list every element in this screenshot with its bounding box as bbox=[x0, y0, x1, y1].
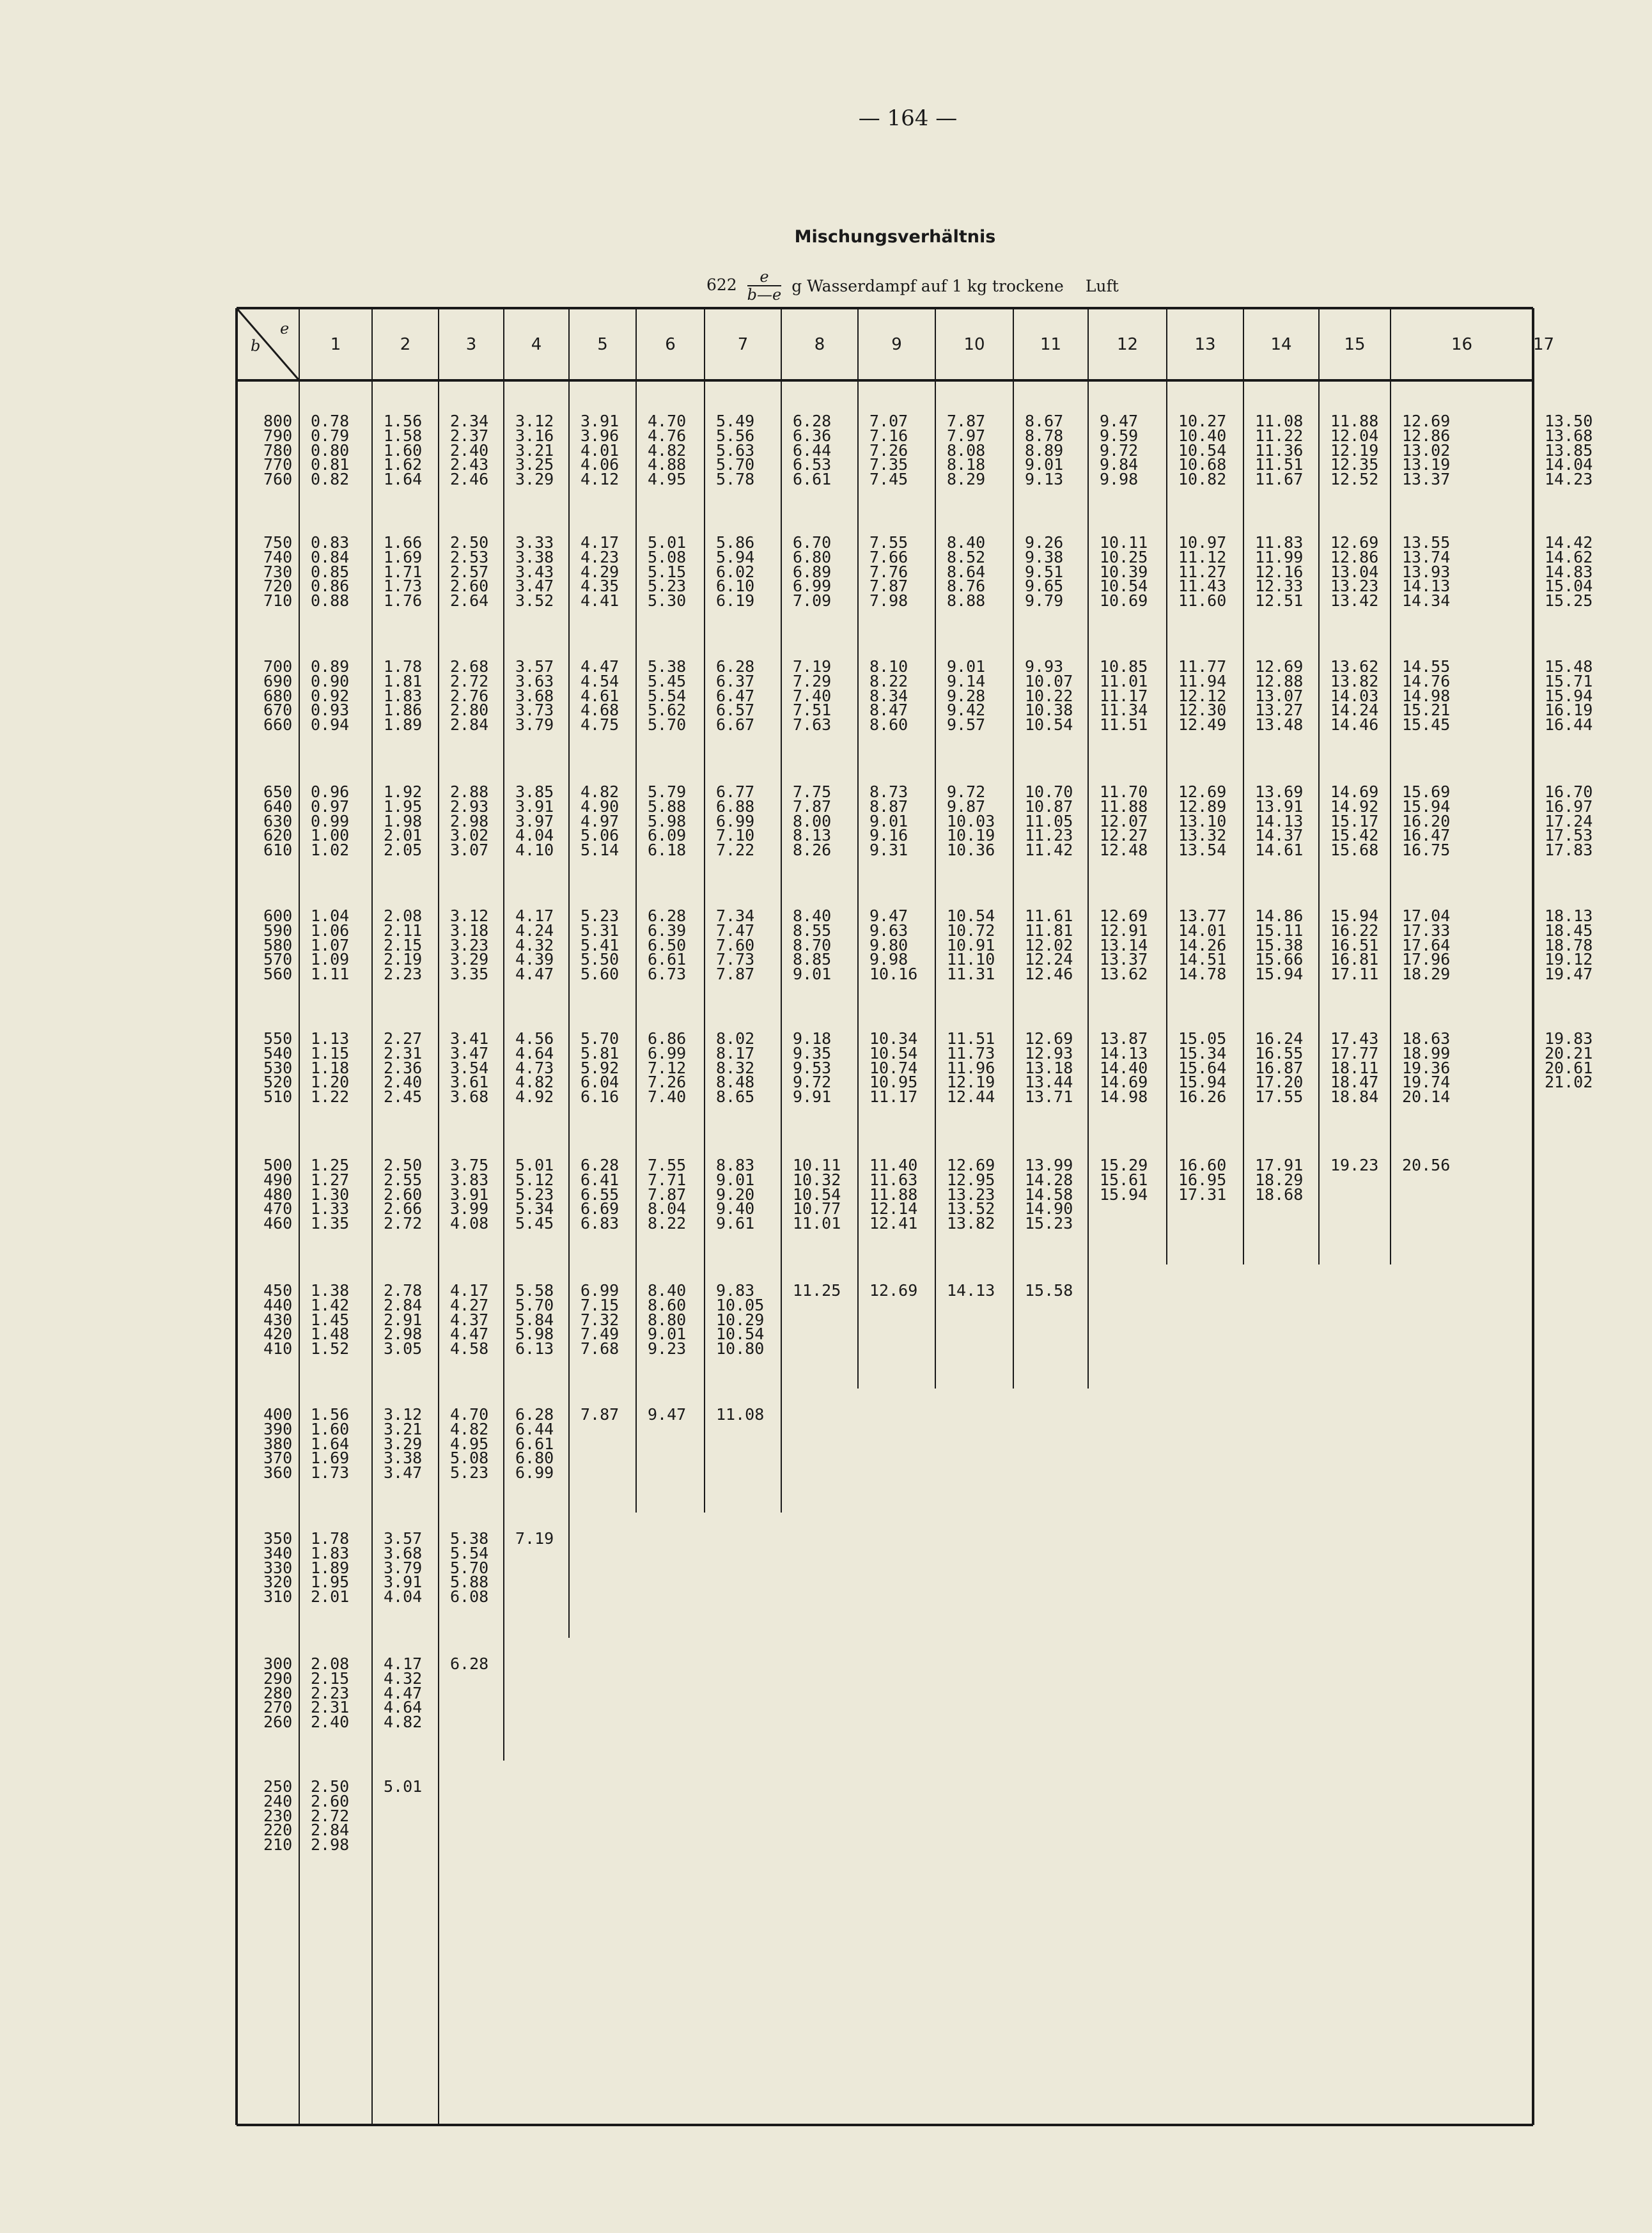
value-cell: 5.38 5.54 5.70 5.88 6.08 bbox=[450, 1529, 489, 1607]
value-cell: 3.57 3.63 3.68 3.73 3.79 bbox=[515, 657, 554, 735]
value-cell: 16.24 16.55 16.87 17.20 17.55 bbox=[1255, 1029, 1304, 1107]
value-cell: 15.94 16.22 16.51 16.81 17.11 bbox=[1330, 906, 1379, 984]
value-cell: 3.57 3.68 3.79 3.91 4.04 bbox=[384, 1529, 423, 1607]
value-cell: 10.34 10.54 10.74 10.95 11.17 bbox=[869, 1029, 918, 1107]
value-cell: 3.75 3.83 3.91 3.99 4.08 bbox=[450, 1156, 489, 1233]
column-header: 4 bbox=[531, 335, 542, 354]
b-values: 450 440 430 420 410 bbox=[263, 1281, 293, 1358]
value-cell: 13.87 14.13 14.40 14.69 14.98 bbox=[1100, 1029, 1148, 1107]
value-cell: 6.28 6.39 6.50 6.61 6.73 bbox=[648, 906, 687, 984]
value-cell: 9.26 9.38 9.51 9.65 9.79 bbox=[1025, 533, 1064, 611]
value-cell: 9.47 bbox=[648, 1405, 687, 1424]
value-cell: 9.83 10.05 10.29 10.54 10.80 bbox=[716, 1281, 765, 1358]
value-cell: 6.28 6.44 6.61 6.80 6.99 bbox=[515, 1405, 554, 1482]
value-cell: 1.78 1.81 1.83 1.86 1.89 bbox=[384, 657, 423, 735]
formula-factor: 622 bbox=[706, 275, 737, 294]
value-cell: 11.40 11.63 11.88 12.14 12.41 bbox=[869, 1156, 918, 1233]
value-cell: 3.91 3.96 4.01 4.06 4.12 bbox=[581, 412, 620, 489]
b-values: 800 790 780 770 760 bbox=[263, 412, 293, 489]
value-cell: 12.69 12.95 13.23 13.52 13.82 bbox=[947, 1156, 995, 1233]
value-cell: 18.13 18.45 18.78 19.12 19.47 bbox=[1545, 906, 1593, 984]
value-cell: 4.17 4.32 4.47 4.64 4.82 bbox=[384, 1654, 423, 1732]
value-cell: 7.75 7.87 8.00 8.13 8.26 bbox=[793, 782, 832, 860]
value-cell: 13.77 14.01 14.26 14.51 14.78 bbox=[1178, 906, 1227, 984]
value-cell: 10.85 11.01 11.17 11.34 11.51 bbox=[1100, 657, 1148, 735]
value-cell: 5.23 5.31 5.41 5.50 5.60 bbox=[581, 906, 620, 984]
value-cell: 10.11 10.25 10.39 10.54 10.69 bbox=[1100, 533, 1148, 611]
value-cell: 5.70 5.81 5.92 6.04 6.16 bbox=[581, 1029, 620, 1107]
value-cell: 13.69 13.91 14.13 14.37 14.61 bbox=[1255, 782, 1304, 860]
value-cell: 0.78 0.79 0.80 0.81 0.82 bbox=[311, 412, 350, 489]
formula-numerator: e bbox=[747, 268, 782, 286]
value-cell: 7.87 bbox=[581, 1405, 620, 1424]
value-cell: 9.01 9.14 9.28 9.42 9.57 bbox=[947, 657, 986, 735]
value-cell: 2.08 2.11 2.15 2.19 2.23 bbox=[384, 906, 423, 984]
value-cell: 12.69 12.91 13.14 13.37 13.62 bbox=[1100, 906, 1148, 984]
value-cell: 2.27 2.31 2.36 2.40 2.45 bbox=[384, 1029, 423, 1107]
value-cell: 6.28 6.37 6.47 6.57 6.67 bbox=[716, 657, 755, 735]
value-cell: 13.50 13.68 13.85 14.04 14.23 bbox=[1545, 412, 1593, 489]
column-header: 1 bbox=[330, 335, 341, 354]
value-cell: 16.70 16.97 17.24 17.53 17.83 bbox=[1545, 782, 1593, 860]
value-cell: 5.01 5.12 5.23 5.34 5.45 bbox=[515, 1156, 554, 1233]
value-cell: 0.83 0.84 0.85 0.86 0.88 bbox=[311, 533, 350, 611]
column-header: 5 bbox=[597, 335, 608, 354]
column-header: 17 bbox=[1533, 335, 1555, 354]
value-cell: 16.60 16.95 17.31 bbox=[1178, 1156, 1227, 1204]
column-header: 9 bbox=[891, 335, 902, 354]
value-cell: 8.40 8.52 8.64 8.76 8.88 bbox=[947, 533, 986, 611]
value-cell: 13.99 14.28 14.58 14.90 15.23 bbox=[1025, 1156, 1073, 1233]
value-cell: 9.72 9.87 10.03 10.19 10.36 bbox=[947, 782, 995, 860]
b-values: 400 390 380 370 360 bbox=[263, 1405, 293, 1482]
b-values: 750 740 730 720 710 bbox=[263, 533, 293, 611]
value-cell: 14.13 bbox=[947, 1281, 995, 1300]
value-cell: 4.56 4.64 4.73 4.82 4.92 bbox=[515, 1029, 554, 1107]
value-cell: 8.73 8.87 9.01 9.16 9.31 bbox=[869, 782, 908, 860]
value-cell: 4.17 4.23 4.29 4.35 4.41 bbox=[581, 533, 620, 611]
value-cell: 12.69 12.88 13.07 13.27 13.48 bbox=[1255, 657, 1304, 735]
value-cell: 5.58 5.70 5.84 5.98 6.13 bbox=[515, 1281, 554, 1358]
value-cell: 5.38 5.45 5.54 5.62 5.70 bbox=[648, 657, 687, 735]
value-cell: 3.33 3.38 3.43 3.47 3.52 bbox=[515, 533, 554, 611]
value-cell: 14.55 14.76 14.98 15.21 15.45 bbox=[1402, 657, 1451, 735]
value-cell: 3.12 3.16 3.21 3.25 3.29 bbox=[515, 412, 554, 489]
value-cell: 3.85 3.91 3.97 4.04 4.10 bbox=[515, 782, 554, 860]
value-cell: 4.82 4.90 4.97 5.06 5.14 bbox=[581, 782, 620, 860]
value-cell: 10.27 10.40 10.54 10.68 10.82 bbox=[1178, 412, 1227, 489]
value-cell: 2.34 2.37 2.40 2.43 2.46 bbox=[450, 412, 489, 489]
value-cell: 11.61 11.81 12.02 12.24 12.46 bbox=[1025, 906, 1073, 984]
value-cell: 14.69 14.92 15.17 15.42 15.68 bbox=[1330, 782, 1379, 860]
formula-unit-end: Luft bbox=[1085, 276, 1119, 295]
column-header: 14 bbox=[1270, 335, 1292, 354]
value-cell: 0.89 0.90 0.92 0.93 0.94 bbox=[311, 657, 350, 735]
column-header: 2 bbox=[400, 335, 411, 354]
value-cell: 13.62 13.82 14.03 14.24 14.46 bbox=[1330, 657, 1379, 735]
value-cell: 7.55 7.71 7.87 8.04 8.22 bbox=[648, 1156, 687, 1233]
value-cell: 8.67 8.78 8.89 9.01 9.13 bbox=[1025, 412, 1064, 489]
value-cell: 1.38 1.42 1.45 1.48 1.52 bbox=[311, 1281, 350, 1358]
value-cell: 6.77 6.88 6.99 7.10 7.22 bbox=[716, 782, 755, 860]
value-cell: 6.70 6.80 6.89 6.99 7.09 bbox=[793, 533, 832, 611]
value-cell: 12.69 bbox=[869, 1281, 918, 1300]
value-cell: 6.28 6.36 6.44 6.53 6.61 bbox=[793, 412, 832, 489]
value-cell: 17.91 18.29 18.68 bbox=[1255, 1156, 1304, 1204]
value-cell: 1.25 1.27 1.30 1.33 1.35 bbox=[311, 1156, 350, 1233]
value-cell: 2.78 2.84 2.91 2.98 3.05 bbox=[384, 1281, 423, 1358]
b-values: 700 690 680 670 660 bbox=[263, 657, 293, 735]
value-cell: 1.66 1.69 1.71 1.73 1.76 bbox=[384, 533, 423, 611]
value-cell: 15.58 bbox=[1025, 1281, 1073, 1300]
value-cell: 12.69 12.86 13.04 13.23 13.42 bbox=[1330, 533, 1379, 611]
value-cell: 1.56 1.60 1.64 1.69 1.73 bbox=[311, 1405, 350, 1482]
value-cell: 8.83 9.01 9.20 9.40 9.61 bbox=[716, 1156, 755, 1233]
value-cell: 5.79 5.88 5.98 6.09 6.18 bbox=[648, 782, 687, 860]
value-cell: 11.77 11.94 12.12 12.30 12.49 bbox=[1178, 657, 1227, 735]
value-cell: 6.99 7.15 7.32 7.49 7.68 bbox=[581, 1281, 620, 1358]
value-cell: 6.28 6.41 6.55 6.69 6.83 bbox=[581, 1156, 620, 1233]
corner-row-variable: b bbox=[251, 337, 261, 355]
value-cell: 12.69 12.89 13.10 13.32 13.54 bbox=[1178, 782, 1227, 860]
value-cell: 2.68 2.72 2.76 2.80 2.84 bbox=[450, 657, 489, 735]
b-values: 650 640 630 620 610 bbox=[263, 782, 293, 860]
value-cell: 5.86 5.94 6.02 6.10 6.19 bbox=[716, 533, 755, 611]
value-cell: 4.70 4.82 4.95 5.08 5.23 bbox=[450, 1405, 489, 1482]
column-header: 15 bbox=[1344, 335, 1366, 354]
value-cell: 4.17 4.24 4.32 4.39 4.47 bbox=[515, 906, 554, 984]
column-header: 7 bbox=[737, 335, 749, 354]
value-cell: 3.12 3.18 3.23 3.29 3.35 bbox=[450, 906, 489, 984]
column-header: 6 bbox=[665, 335, 676, 354]
value-cell: 15.48 15.71 15.94 16.19 16.44 bbox=[1545, 657, 1593, 735]
value-cell: 11.83 11.99 12.16 12.33 12.51 bbox=[1255, 533, 1304, 611]
value-cell: 15.29 15.61 15.94 bbox=[1100, 1156, 1148, 1204]
value-cell: 6.86 6.99 7.12 7.26 7.40 bbox=[648, 1029, 687, 1107]
value-cell: 7.55 7.66 7.76 7.87 7.98 bbox=[869, 533, 908, 611]
value-cell: 7.19 bbox=[515, 1529, 554, 1548]
value-cell: 4.17 4.27 4.37 4.47 4.58 bbox=[450, 1281, 489, 1358]
value-cell: 1.56 1.58 1.60 1.62 1.64 bbox=[384, 412, 423, 489]
value-cell: 7.87 7.97 8.08 8.18 8.29 bbox=[947, 412, 986, 489]
table-title: Mischungsverhältnis bbox=[794, 227, 996, 247]
value-cell: 14.86 15.11 15.38 15.66 15.94 bbox=[1255, 906, 1304, 984]
formula-denominator: b—e bbox=[747, 286, 782, 304]
value-cell: 4.70 4.76 4.82 4.88 4.95 bbox=[648, 412, 687, 489]
value-cell: 2.50 2.53 2.57 2.60 2.64 bbox=[450, 533, 489, 611]
value-cell: 8.02 8.17 8.32 8.48 8.65 bbox=[716, 1029, 755, 1107]
value-cell: 11.70 11.88 12.07 12.27 12.48 bbox=[1100, 782, 1148, 860]
value-cell: 2.50 2.55 2.60 2.66 2.72 bbox=[384, 1156, 423, 1233]
value-cell: 9.18 9.35 9.53 9.72 9.91 bbox=[793, 1029, 832, 1107]
value-cell: 15.05 15.34 15.64 15.94 16.26 bbox=[1178, 1029, 1227, 1107]
value-cell: 9.47 9.63 9.80 9.98 10.16 bbox=[869, 906, 918, 984]
b-values: 350 340 330 320 310 bbox=[263, 1529, 293, 1607]
value-cell: 8.40 8.55 8.70 8.85 9.01 bbox=[793, 906, 832, 984]
page-number: — 164 — bbox=[858, 105, 958, 131]
value-cell: 20.56 bbox=[1402, 1156, 1451, 1174]
value-cell: 3.41 3.47 3.54 3.61 3.68 bbox=[450, 1029, 489, 1107]
value-cell: 0.96 0.97 0.99 1.00 1.02 bbox=[311, 782, 350, 860]
corner-col-variable: e bbox=[280, 320, 290, 338]
value-cell: 5.49 5.56 5.63 5.70 5.78 bbox=[716, 412, 755, 489]
value-cell: 3.12 3.21 3.29 3.38 3.47 bbox=[384, 1405, 423, 1482]
value-cell: 1.04 1.06 1.07 1.09 1.11 bbox=[311, 906, 350, 984]
value-cell: 9.47 9.59 9.72 9.84 9.98 bbox=[1100, 412, 1139, 489]
value-cell: 11.51 11.73 11.96 12.19 12.44 bbox=[947, 1029, 995, 1107]
value-cell: 12.69 12.86 13.02 13.19 13.37 bbox=[1402, 412, 1451, 489]
value-cell: 9.93 10.07 10.22 10.38 10.54 bbox=[1025, 657, 1073, 735]
value-cell: 11.25 bbox=[793, 1281, 841, 1300]
value-cell: 2.08 2.15 2.23 2.31 2.40 bbox=[311, 1654, 350, 1732]
value-cell: 11.88 12.04 12.19 12.35 12.52 bbox=[1330, 412, 1379, 489]
column-header: 3 bbox=[465, 335, 477, 354]
column-header: 8 bbox=[814, 335, 825, 354]
value-cell: 5.01 5.08 5.15 5.23 5.30 bbox=[648, 533, 687, 611]
value-cell: 4.47 4.54 4.61 4.68 4.75 bbox=[581, 657, 620, 735]
column-header: 10 bbox=[963, 335, 985, 354]
value-cell: 2.50 2.60 2.72 2.84 2.98 bbox=[311, 1777, 350, 1855]
value-cell: 7.19 7.29 7.40 7.51 7.63 bbox=[793, 657, 832, 735]
column-header: 12 bbox=[1116, 335, 1139, 354]
value-cell: 1.92 1.95 1.98 2.01 2.05 bbox=[384, 782, 423, 860]
value-cell: 1.78 1.83 1.89 1.95 2.01 bbox=[311, 1529, 350, 1607]
b-values: 600 590 580 570 560 bbox=[263, 906, 293, 984]
value-cell: 7.34 7.47 7.60 7.73 7.87 bbox=[716, 906, 755, 984]
value-cell: 15.69 15.94 16.20 16.47 16.75 bbox=[1402, 782, 1451, 860]
value-cell: 6.28 bbox=[450, 1654, 489, 1673]
value-cell: 12.69 12.93 13.18 13.44 13.71 bbox=[1025, 1029, 1073, 1107]
value-cell: 11.08 bbox=[716, 1405, 765, 1424]
value-cell: 11.08 11.22 11.36 11.51 11.67 bbox=[1255, 412, 1304, 489]
value-cell: 10.11 10.32 10.54 10.77 11.01 bbox=[793, 1156, 841, 1233]
value-cell: 7.07 7.16 7.26 7.35 7.45 bbox=[869, 412, 908, 489]
value-cell: 19.83 20.21 20.61 21.02 bbox=[1545, 1029, 1593, 1092]
value-cell: 14.42 14.62 14.83 15.04 15.25 bbox=[1545, 533, 1593, 611]
column-header: 13 bbox=[1194, 335, 1216, 354]
value-cell: 10.97 11.12 11.27 11.43 11.60 bbox=[1178, 533, 1227, 611]
b-values: 250 240 230 220 210 bbox=[263, 1777, 293, 1855]
value-cell: 10.70 10.87 11.05 11.23 11.42 bbox=[1025, 782, 1073, 860]
value-cell: 17.04 17.33 17.64 17.96 18.29 bbox=[1402, 906, 1451, 984]
value-cell: 1.13 1.15 1.18 1.20 1.22 bbox=[311, 1029, 350, 1107]
column-header: 11 bbox=[1040, 335, 1062, 354]
value-cell: 18.63 18.99 19.36 19.74 20.14 bbox=[1402, 1029, 1451, 1107]
value-cell: 17.43 17.77 18.11 18.47 18.84 bbox=[1330, 1029, 1379, 1107]
value-cell: 2.88 2.93 2.98 3.02 3.07 bbox=[450, 782, 489, 860]
b-values: 300 290 280 270 260 bbox=[263, 1654, 293, 1732]
value-cell: 8.40 8.60 8.80 9.01 9.23 bbox=[648, 1281, 687, 1358]
value-cell: 19.23 bbox=[1330, 1156, 1379, 1174]
formula-unit: g Wasserdampf auf 1 kg trockene bbox=[791, 276, 1064, 295]
b-values: 550 540 530 520 510 bbox=[263, 1029, 293, 1107]
value-cell: 10.54 10.72 10.91 11.10 11.31 bbox=[947, 906, 995, 984]
value-cell: 5.01 bbox=[384, 1777, 423, 1796]
value-cell: 8.10 8.22 8.34 8.47 8.60 bbox=[869, 657, 908, 735]
value-cell: 13.55 13.74 13.93 14.13 14.34 bbox=[1402, 533, 1451, 611]
column-header: 16 bbox=[1451, 335, 1473, 354]
b-values: 500 490 480 470 460 bbox=[263, 1156, 293, 1233]
